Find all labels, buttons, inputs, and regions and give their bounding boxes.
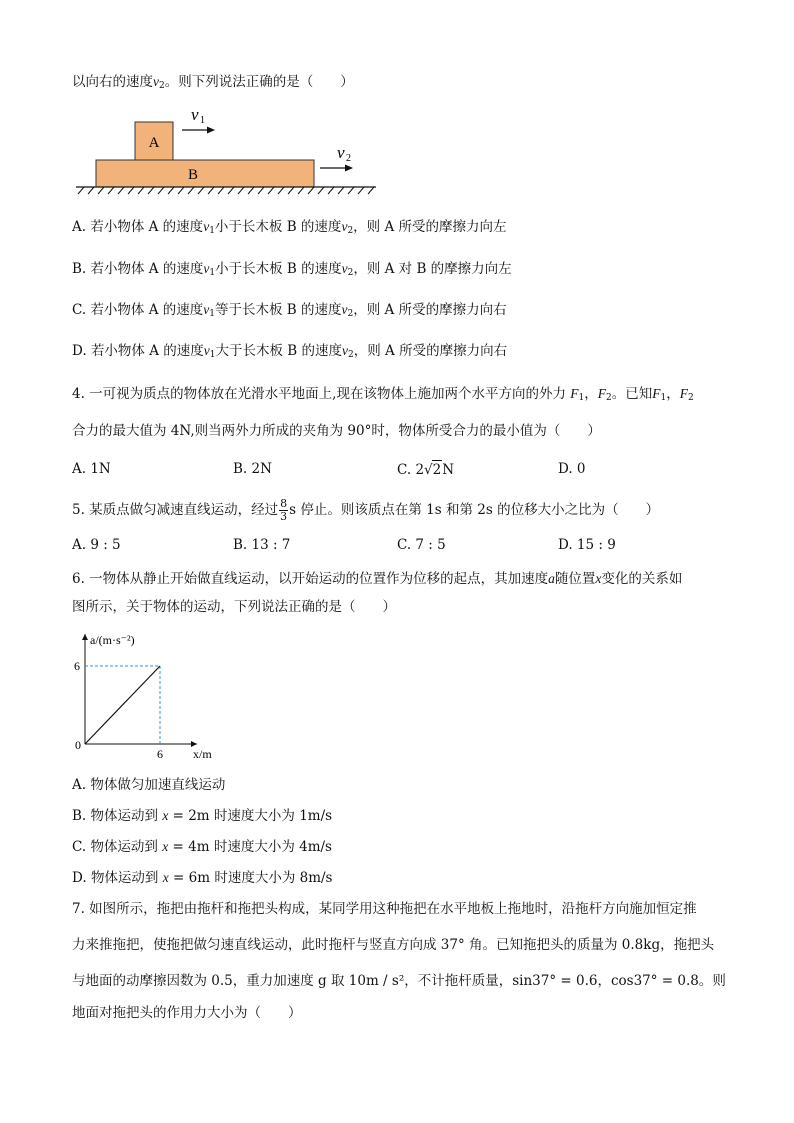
- ground-hatch: [78, 187, 374, 194]
- board-b: [96, 160, 314, 187]
- y-tick-label-6: 6: [74, 659, 80, 673]
- q5-option-c: C. 7 : 5: [397, 537, 446, 553]
- v1-arrow: [182, 105, 215, 134]
- q4-line-1: 4. 一可视为质点的物体放在光滑水平地面上,现在该物体上施加两个水平方向的外力 $F_1$，$F_2$。已知$F_1$，$F_2$: [72, 386, 694, 403]
- q3-figure-blocks: [72, 100, 382, 195]
- q6-chart: [72, 628, 252, 768]
- q4-option-c: C. 2√2N: [397, 462, 455, 478]
- fraction-8-3: $\frac{8}{3}$: [280, 497, 288, 523]
- svg-text:1: 1: [200, 115, 205, 126]
- q4-option-a: A. 1N: [72, 461, 111, 477]
- q5-stem: 5. 某质点做匀减速直线运动，经过 $\frac{8}{3}$ s 停止。则该质点在第 1s 和第 2s 的位移大小之比为（ ）: [72, 497, 660, 523]
- q6-option-c: C. 物体运动到 x = 4m 时速度大小为 4m/s: [72, 839, 332, 855]
- v2-arrow: [320, 143, 353, 172]
- q7-line-2: 力来推拖把，使拖把做匀速直线运动，此时拖杆与竖直方向成 37° 角。已知拖把头的质量为 0.8kg，拖把头: [72, 937, 715, 953]
- q3-option-b: B. 若小物体 A 的速度$v_1$小于长木板 B 的速度$v_2$，则 A 对 B 的摩擦力向左: [72, 261, 512, 278]
- q5-option-d: D. 15 : 9: [558, 537, 616, 553]
- board-b-label: B: [187, 167, 199, 183]
- y-axis-label: a/(m·s⁻²): [90, 633, 135, 647]
- block-a-label: A: [148, 135, 160, 151]
- data-line: [85, 666, 160, 744]
- q3-option-c: C. 若小物体 A 的速度$v_1$等于长木板 B 的速度$v_2$，则 A 所受的摩擦力向右: [72, 302, 507, 319]
- q6-option-b: B. 物体运动到 x = 2m 时速度大小为 1m/s: [72, 808, 333, 824]
- q3-tail-line: 以向右的速度$v_2$。则下列说法正确的是（ ）: [72, 74, 354, 91]
- q6-option-a: A. 物体做匀加速直线运动: [72, 777, 226, 793]
- q6-line-1: 6. 一物体从静止开始做直线运动，以开始运动的位置作为位移的起点，其加速度a随位置x变化的关系如: [72, 571, 683, 587]
- q6-option-d: D. 物体运动到 x = 6m 时速度大小为 8m/s: [72, 870, 333, 886]
- x-tick-label-6: 6: [157, 747, 163, 761]
- svg-text:v: v: [191, 105, 199, 124]
- svg-text:2: 2: [346, 153, 351, 164]
- q3-option-d: D. 若小物体 A 的速度$v_1$大于长木板 B 的速度$v_2$，则 A 所受的摩擦力向右: [72, 343, 508, 360]
- q4-line-2: 合力的最大值为 4N,则当两外力所成的夹角为 90°时，物体所受合力的最小值为（ ）: [72, 423, 601, 439]
- x-axis-label: x/m: [193, 747, 212, 761]
- q3-option-a: A. 若小物体 A 的速度$v_1$小于长木板 B 的速度$v_2$，则 A 所受的摩擦力向左: [72, 219, 507, 236]
- q4-option-b: B. 2N: [233, 461, 272, 477]
- q7-line-1: 7. 如图所示，拖把由拖杆和拖把头构成，某同学用这种拖把在水平地板上拖地时，沿拖杆方向施加恒定推: [72, 901, 697, 917]
- q7-line-3: 与地面的动摩擦因数为 0.5，重力加速度 g 取 10m / s²，不计拖杆质量，sin37° = 0.6，cos37° = 0.8。则: [72, 973, 726, 989]
- q5-option-b: B. 13 : 7: [233, 537, 291, 553]
- q6-line-2: 图所示，关于物体的运动，下列说法正确的是（ ）: [72, 599, 396, 615]
- origin-tick-label: 0: [75, 738, 81, 752]
- q7-line-4: 地面对拖把头的作用力大小为（ ）: [72, 1005, 302, 1021]
- svg-text:v: v: [337, 143, 345, 162]
- q5-option-a: A. 9 : 5: [72, 537, 121, 553]
- q4-option-d: D. 0: [558, 461, 586, 477]
